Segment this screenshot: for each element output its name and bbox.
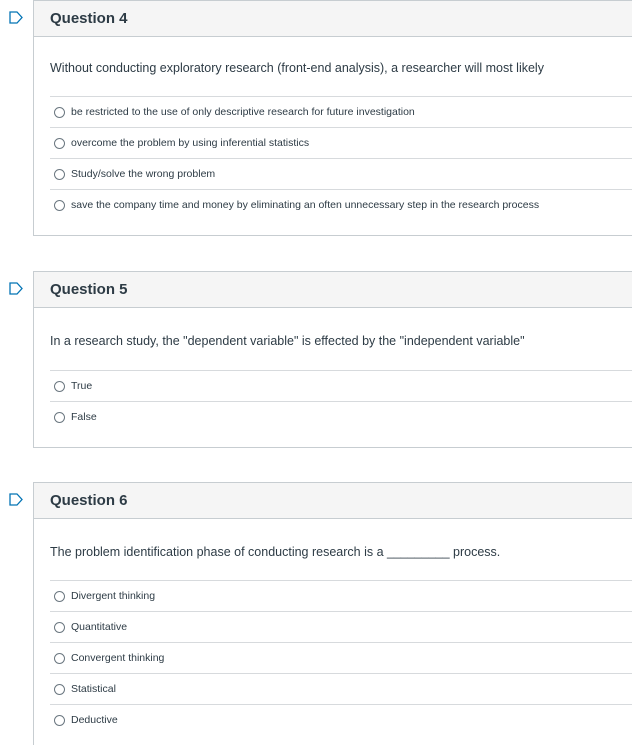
answer-list	[50, 96, 632, 220]
answer-option[interactable]	[50, 673, 632, 704]
flag-question-icon[interactable]	[9, 493, 23, 506]
radio-button[interactable]	[54, 138, 65, 149]
answer-label[interactable]: Quantitative	[71, 621, 128, 633]
question-5-card	[33, 271, 632, 448]
question-6-card	[33, 482, 632, 745]
answer-label[interactable]: Deductive	[71, 714, 118, 726]
answer-label[interactable]: True	[71, 380, 93, 392]
question-text: In a research study, the "dependent variable" is effected by the "independent variable"	[50, 334, 525, 348]
answer-option[interactable]	[50, 580, 632, 611]
answer-option[interactable]	[50, 642, 632, 673]
question-header	[34, 483, 632, 519]
radio-button[interactable]	[54, 591, 65, 602]
radio-button[interactable]	[54, 653, 65, 664]
answer-label[interactable]: False	[71, 411, 97, 423]
answer-list	[50, 580, 632, 735]
question-header	[34, 272, 632, 308]
answer-option[interactable]	[50, 401, 632, 432]
answer-list	[50, 370, 632, 432]
radio-button[interactable]	[54, 715, 65, 726]
answer-label[interactable]: overcome the problem by using inferential statistics	[71, 137, 310, 149]
answer-label[interactable]: be restricted to the use of only descriptive research for future investigation	[71, 106, 415, 118]
answer-option[interactable]	[50, 189, 632, 220]
flag-question-icon[interactable]	[9, 282, 23, 295]
question-title: Question 5	[50, 281, 128, 298]
answer-option[interactable]	[50, 611, 632, 642]
radio-button[interactable]	[54, 169, 65, 180]
answer-option[interactable]	[50, 96, 632, 127]
flag-question-icon[interactable]	[9, 11, 23, 24]
answer-option[interactable]	[50, 704, 632, 735]
answer-label[interactable]: Statistical	[71, 683, 116, 695]
question-4-card	[33, 0, 632, 236]
radio-button[interactable]	[54, 200, 65, 211]
question-text: The problem identification phase of conducting research is a _________ process.	[50, 545, 501, 559]
question-text: Without conducting exploratory research (front-end analysis), a researcher will most likely	[50, 61, 544, 75]
radio-button[interactable]	[54, 412, 65, 423]
answer-option[interactable]	[50, 158, 632, 189]
answer-label[interactable]: Convergent thinking	[71, 652, 165, 664]
radio-button[interactable]	[54, 684, 65, 695]
question-title: Question 6	[50, 492, 128, 509]
question-title: Question 4	[50, 10, 128, 27]
radio-button[interactable]	[54, 381, 65, 392]
answer-label[interactable]: Divergent thinking	[71, 590, 156, 602]
answer-label[interactable]: Study/solve the wrong problem	[71, 168, 216, 180]
answer-option[interactable]	[50, 127, 632, 158]
answer-label[interactable]: save the company time and money by eliminating an often unnecessary step in the research process	[71, 199, 540, 211]
radio-button[interactable]	[54, 107, 65, 118]
question-header	[34, 1, 632, 37]
radio-button[interactable]	[54, 622, 65, 633]
answer-option[interactable]	[50, 370, 632, 401]
